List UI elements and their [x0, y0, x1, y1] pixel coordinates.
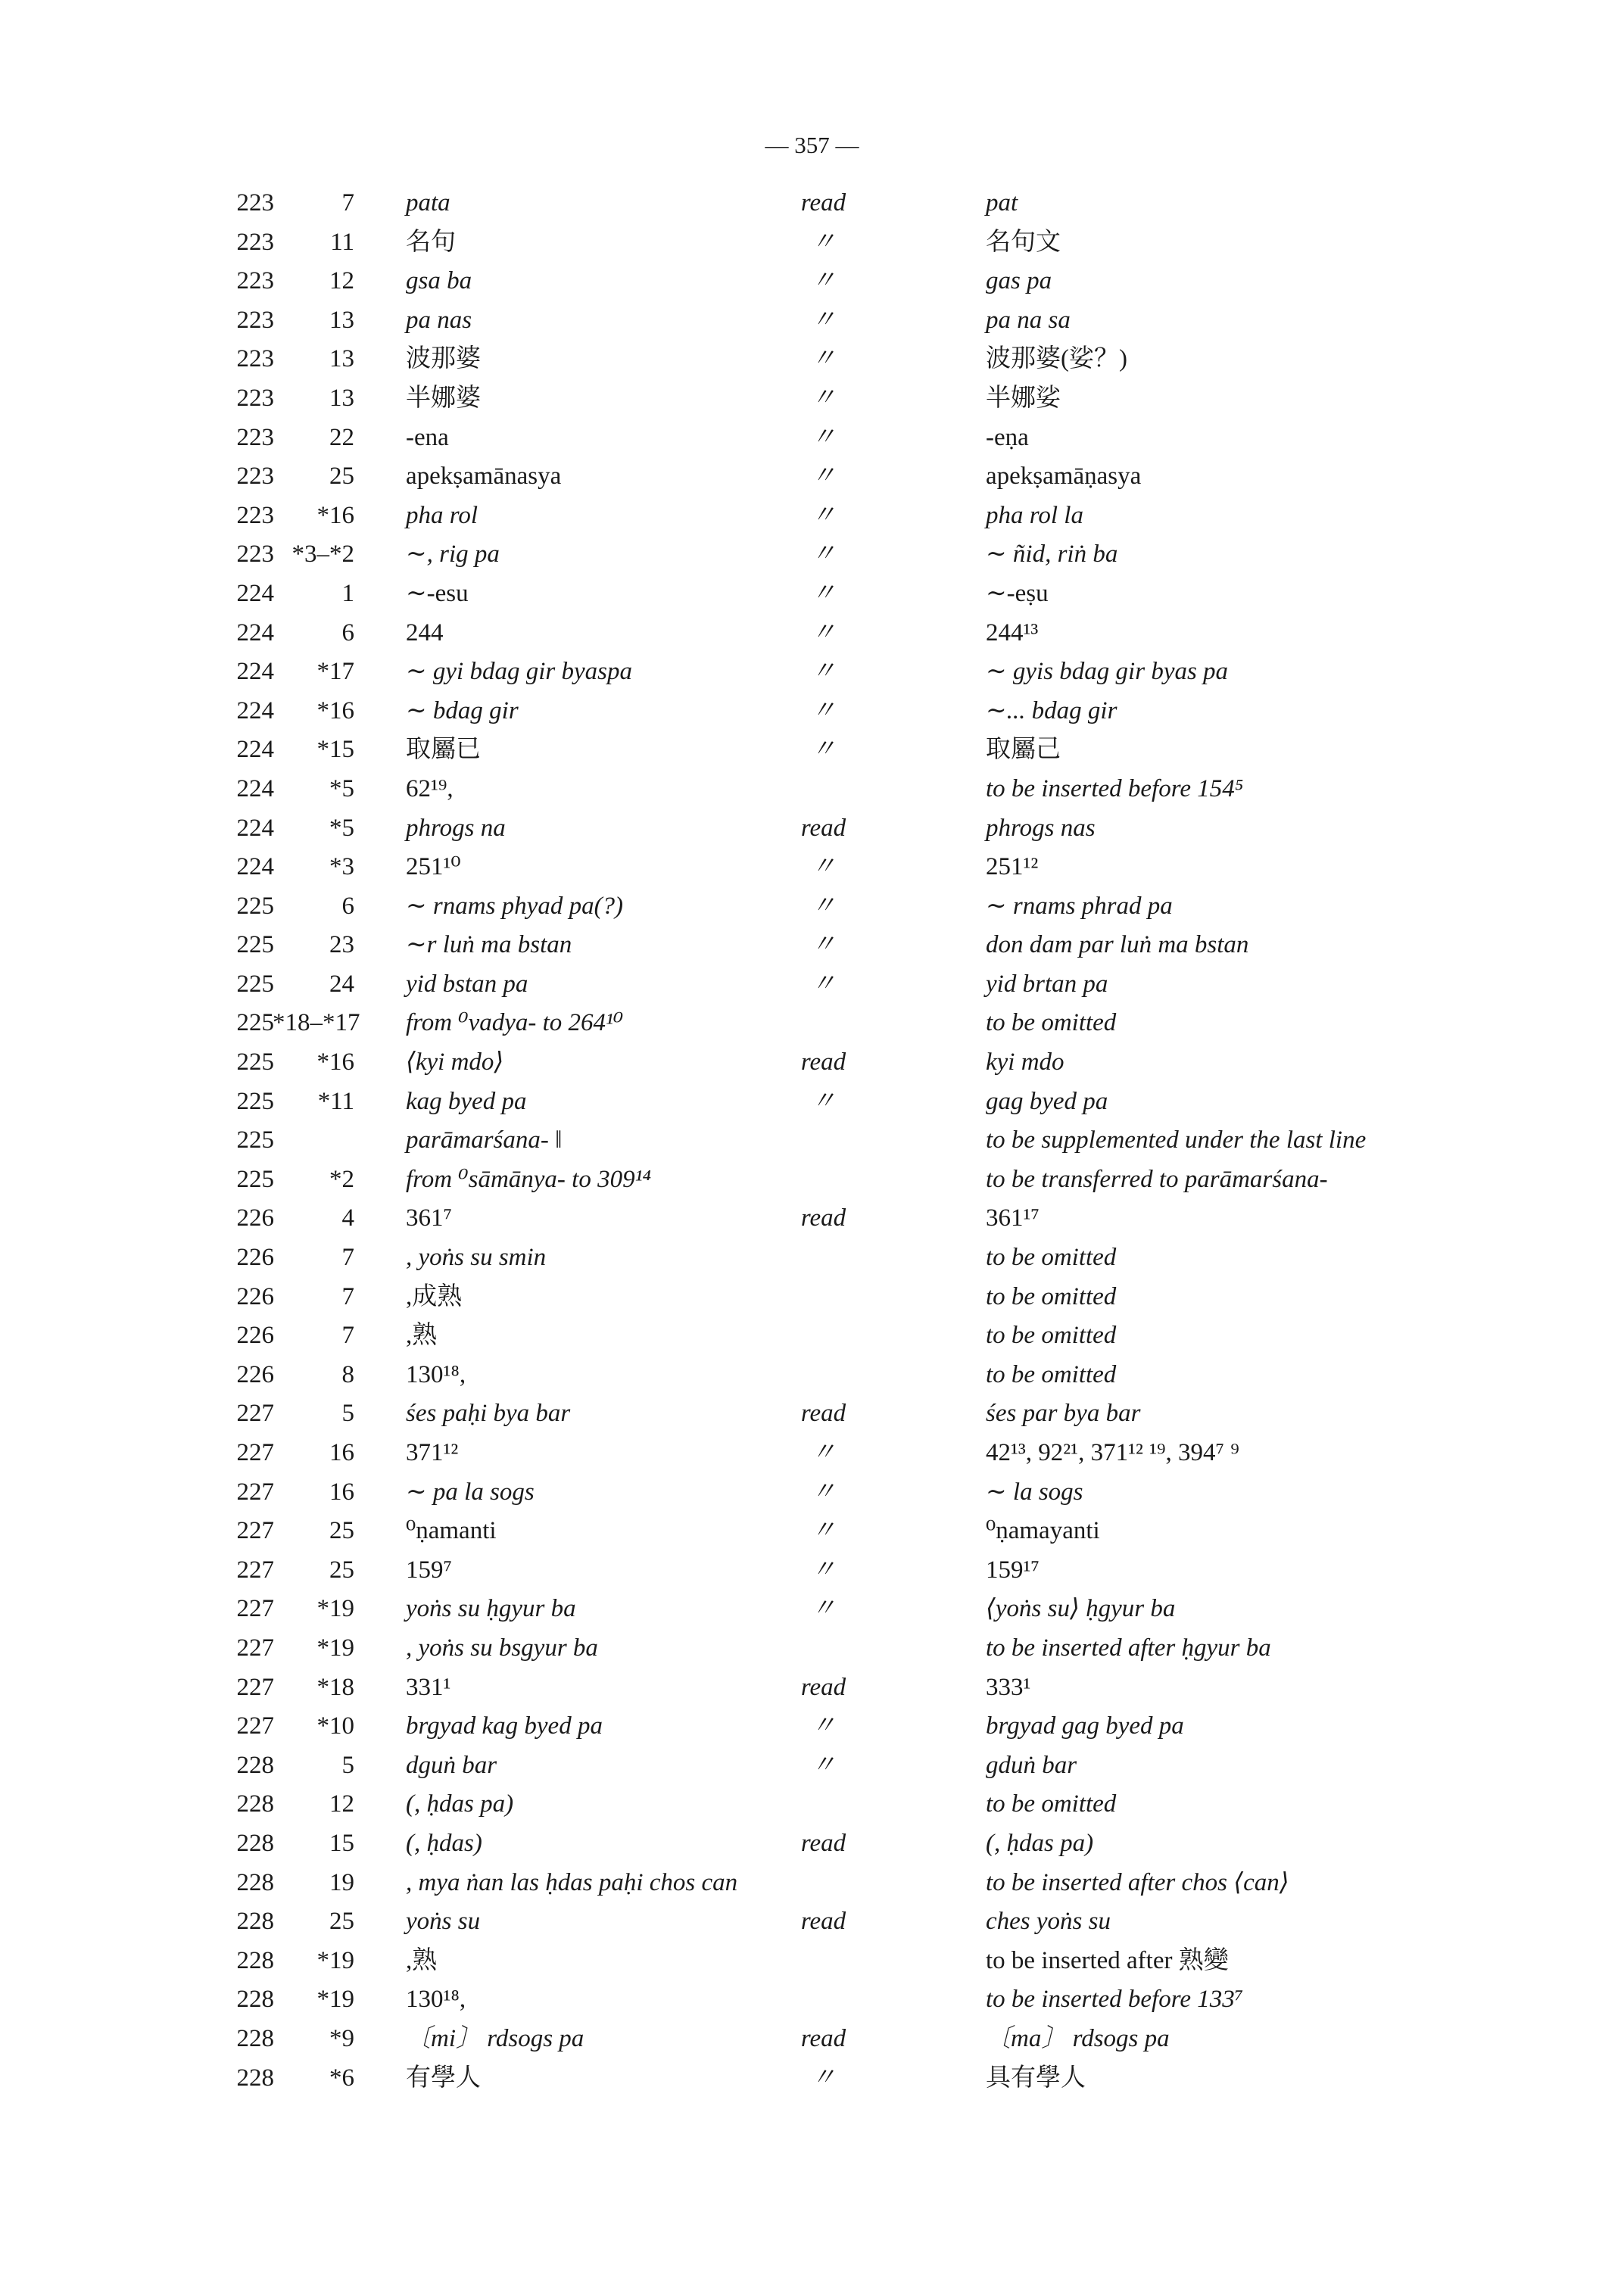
- correction-verb: read: [800, 189, 846, 217]
- page-ref: 225: [236, 1048, 274, 1076]
- line-ref: 11: [330, 228, 354, 256]
- errata-row: [0, 419, 1624, 458]
- page-ref: 223: [236, 228, 274, 256]
- page-ref: 228: [236, 1829, 274, 1857]
- incorrect-text: ,熟: [406, 1322, 438, 1350]
- line-ref: 19: [329, 1868, 354, 1896]
- line-ref: 24: [329, 970, 354, 998]
- incorrect-text: 波那婆: [406, 345, 481, 373]
- corrected-text: to be omitted: [986, 1360, 1117, 1388]
- corrected-text: gas pa: [986, 267, 1052, 295]
- corrected-text: ∼ ñid, riṅ ba: [986, 541, 1118, 569]
- corrected-text: 244¹³: [986, 618, 1039, 646]
- incorrect-text: , yoṅs su bsgyur ba: [406, 1634, 598, 1662]
- incorrect-text: -ena: [406, 423, 449, 451]
- errata-row: [0, 1004, 1624, 1043]
- line-ref: 7: [341, 1282, 354, 1310]
- corrected-text: pa na sa: [986, 306, 1071, 334]
- incorrect-text: 取屬已: [406, 736, 481, 764]
- incorrect-text: pha rol: [406, 501, 478, 529]
- page-ref: 224: [236, 658, 274, 686]
- incorrect-text: 有學人: [406, 2064, 481, 2092]
- corrected-text: to be inserted before 154⁵: [986, 774, 1244, 802]
- corrected-text: 159¹⁷: [986, 1556, 1040, 1584]
- corrected-text: to be inserted after chos ⟨can⟩: [986, 1868, 1289, 1896]
- corrected-text: to be transferred to parāmarśana-: [986, 1165, 1328, 1193]
- line-ref: 13: [329, 384, 354, 412]
- page-ref: 227: [236, 1673, 274, 1701]
- incorrect-text: 159⁷: [406, 1556, 453, 1584]
- errata-row: [0, 1238, 1624, 1278]
- page-ref: 226: [236, 1204, 274, 1232]
- correction-verb: 〃: [811, 463, 836, 491]
- page-ref: 226: [236, 1244, 274, 1272]
- incorrect-text: 371¹²: [406, 1439, 459, 1466]
- page-ref: 226: [236, 1322, 274, 1350]
- correction-verb: read: [800, 1908, 846, 1936]
- corrected-text: 具有學人: [986, 2064, 1086, 2092]
- corrected-text: gduṅ bar: [986, 1751, 1077, 1779]
- page-ref: 224: [236, 696, 274, 724]
- incorrect-text: apekṣamānasya: [406, 463, 562, 491]
- correction-verb: 〃: [811, 2064, 836, 2092]
- incorrect-text: ∼ pa la sogs: [406, 1478, 535, 1506]
- page-ref: 228: [236, 2064, 274, 2092]
- line-ref: 8: [341, 1360, 354, 1388]
- page-ref: 227: [236, 1634, 274, 1662]
- line-ref: *5: [329, 774, 354, 802]
- page-ref: 223: [236, 384, 274, 412]
- page-ref: 223: [236, 189, 274, 217]
- line-ref: 1: [341, 579, 354, 607]
- line-ref: 12: [329, 267, 354, 295]
- correction-verb: 〃: [811, 1517, 836, 1545]
- page-number: — 357 —: [765, 132, 859, 158]
- line-ref: *16: [316, 501, 354, 529]
- errata-row: [0, 1161, 1624, 1200]
- corrected-text: to be omitted: [986, 1322, 1117, 1350]
- page-ref: 228: [236, 1908, 274, 1936]
- page-ref: 225: [236, 1087, 274, 1115]
- page-ref: 223: [236, 306, 274, 334]
- corrected-text: to be inserted after 熟變: [986, 1946, 1229, 1974]
- correction-verb: read: [800, 1829, 846, 1857]
- corrected-text: to be inserted after ḥgyur ba: [986, 1634, 1271, 1662]
- corrected-text: 名句文: [986, 228, 1061, 256]
- corrected-text: yid brtan pa: [986, 970, 1108, 998]
- incorrect-text: (, ḥdas pa): [406, 1790, 514, 1818]
- page-ref: 224: [236, 579, 274, 607]
- errata-row: [0, 262, 1624, 301]
- corrected-text: -eṇa: [986, 423, 1029, 451]
- page-ref: 224: [236, 814, 274, 842]
- corrected-text: 取屬己: [986, 736, 1061, 764]
- page-ref: 223: [236, 345, 274, 373]
- corrected-text: to be omitted: [986, 1244, 1117, 1272]
- correction-verb: 〃: [811, 541, 836, 569]
- page-ref: 228: [236, 1946, 274, 1974]
- corrected-text: ∼-eṣu: [986, 579, 1049, 607]
- correction-verb: 〃: [811, 970, 836, 998]
- line-ref: 25: [329, 1556, 354, 1584]
- incorrect-text: pata: [406, 189, 450, 217]
- page-ref: 228: [236, 1790, 274, 1818]
- errata-row: [0, 1980, 1624, 2020]
- errata-row: [0, 1707, 1624, 1746]
- errata-row: [0, 223, 1624, 263]
- incorrect-text: from ⁰sāmānya- to 309¹⁴: [406, 1165, 651, 1193]
- line-ref: 5: [341, 1751, 354, 1779]
- page-ref: 223: [236, 267, 274, 295]
- line-ref: *10: [316, 1712, 354, 1740]
- incorrect-text: , yoṅs su smin: [406, 1244, 547, 1272]
- incorrect-text: ⁰ṇamanti: [406, 1517, 497, 1545]
- page-ref: 226: [236, 1360, 274, 1388]
- correction-verb: 〃: [811, 1087, 836, 1115]
- correction-verb: 〃: [811, 736, 836, 764]
- correction-verb: 〃: [811, 1439, 836, 1466]
- incorrect-text: brgyad kag byed pa: [406, 1712, 603, 1740]
- errata-row: [0, 1199, 1624, 1238]
- incorrect-text: ∼r luṅ ma bstan: [406, 931, 572, 959]
- incorrect-text: 130¹⁸,: [406, 1986, 466, 2014]
- line-ref: *15: [316, 736, 354, 764]
- correction-verb: 〃: [811, 384, 836, 412]
- correction-verb: read: [800, 1400, 846, 1428]
- line-ref: 16: [329, 1478, 354, 1506]
- line-ref: 12: [329, 1790, 354, 1818]
- correction-verb: 〃: [811, 423, 836, 451]
- page-ref: 224: [236, 736, 274, 764]
- corrected-text: apekṣamāṇasya: [986, 463, 1142, 491]
- errata-row: [0, 1942, 1624, 1981]
- page-ref: 226: [236, 1282, 274, 1310]
- page-ref: 227: [236, 1517, 274, 1545]
- correction-verb: 〃: [811, 267, 836, 295]
- corrected-text: 波那婆(娑？): [986, 345, 1127, 373]
- incorrect-text: from ⁰vadya- to 264¹⁰: [406, 1009, 624, 1037]
- errata-row: [0, 575, 1624, 614]
- corrected-text: śes par bya bar: [986, 1400, 1141, 1428]
- errata-row: [0, 1278, 1624, 1317]
- page-ref: 227: [236, 1439, 274, 1466]
- incorrect-text: yid bstan pa: [406, 970, 528, 998]
- incorrect-text: , mya ṅan las ḥdas paḥi chos can: [406, 1868, 738, 1896]
- errata-row: [0, 965, 1624, 1005]
- line-ref: *11: [317, 1087, 354, 1115]
- correction-verb: 〃: [811, 306, 836, 334]
- correction-verb: 〃: [811, 228, 836, 256]
- errata-row: [0, 1356, 1624, 1395]
- page-ref: 223: [236, 501, 274, 529]
- corrected-text: don dam par luṅ ma bstan: [986, 931, 1249, 959]
- correction-verb: 〃: [811, 345, 836, 373]
- page-ref: 225: [236, 1126, 274, 1154]
- incorrect-text: ⟨kyi mdo⟩: [406, 1048, 504, 1076]
- corrected-text: (, ḥdas pa): [986, 1829, 1094, 1857]
- errata-row: [0, 1083, 1624, 1122]
- line-ref: *18–*17: [273, 1009, 360, 1037]
- incorrect-text: dguṅ bar: [406, 1751, 497, 1779]
- correction-verb: read: [800, 1204, 846, 1232]
- errata-row: [0, 1394, 1624, 1434]
- errata-row: [0, 692, 1624, 731]
- corrected-text: ∼... bdag gir: [986, 696, 1117, 724]
- corrected-text: gag byed pa: [986, 1087, 1108, 1115]
- line-ref: 23: [329, 931, 354, 959]
- corrected-text: 〔ma〕 rdsogs pa: [986, 2024, 1170, 2052]
- correction-verb: 〃: [811, 892, 836, 920]
- incorrect-text: ∼ bdag gir: [406, 696, 519, 724]
- incorrect-text: kag byed pa: [406, 1087, 527, 1115]
- line-ref: 25: [329, 463, 354, 491]
- page-ref: 224: [236, 774, 274, 802]
- correction-verb: 〃: [811, 696, 836, 724]
- errata-table: [0, 184, 1624, 2098]
- corrected-text: 42¹³, 92²¹, 371¹² ¹⁹, 394⁷ ⁹: [986, 1439, 1239, 1466]
- errata-row: [0, 614, 1624, 653]
- correction-verb: 〃: [811, 1595, 836, 1623]
- line-ref: 15: [329, 1829, 354, 1857]
- correction-verb: 〃: [811, 501, 836, 529]
- page-ref: 228: [236, 2024, 274, 2052]
- incorrect-text: 半娜婆: [406, 384, 481, 412]
- page-ref: 223: [236, 463, 274, 491]
- incorrect-text: ∼ gyi bdag gir byaspa: [406, 658, 632, 686]
- page-ref: 225: [236, 892, 274, 920]
- page-ref: 223: [236, 541, 274, 569]
- errata-row: [0, 379, 1624, 419]
- errata-row: [0, 1824, 1624, 1864]
- correction-verb: read: [800, 1673, 846, 1701]
- errata-row: [0, 1473, 1624, 1513]
- incorrect-text: gsa ba: [406, 267, 472, 295]
- corrected-text: pha rol la: [986, 501, 1083, 529]
- errata-row: [0, 535, 1624, 575]
- corrected-text: kyi mdo: [986, 1048, 1064, 1076]
- correction-verb: 〃: [811, 1712, 836, 1740]
- errata-row: [0, 184, 1624, 223]
- line-ref: *18: [316, 1673, 354, 1701]
- errata-row: [0, 301, 1624, 341]
- page-ref: 228: [236, 1868, 274, 1896]
- errata-row: [0, 1512, 1624, 1551]
- errata-row: [0, 1590, 1624, 1629]
- correction-verb: read: [800, 1048, 846, 1076]
- line-ref: *3–*2: [291, 541, 354, 569]
- correction-verb: 〃: [811, 579, 836, 607]
- incorrect-text: yoṅs su: [406, 1908, 481, 1936]
- line-ref: *19: [316, 1595, 354, 1623]
- line-ref: 13: [329, 306, 354, 334]
- corrected-text: 251¹²: [986, 853, 1039, 881]
- correction-verb: 〃: [811, 1556, 836, 1584]
- incorrect-text: (, ḥdas): [406, 1829, 482, 1857]
- corrected-text: to be omitted: [986, 1282, 1117, 1310]
- correction-verb: 〃: [811, 931, 836, 959]
- incorrect-text: ∼ rnams phyad pa(?): [406, 892, 624, 920]
- line-ref: *2: [329, 1165, 354, 1193]
- line-ref: 25: [329, 1517, 354, 1545]
- line-ref: 22: [329, 423, 354, 451]
- corrected-text: ⟨yoṅs su⟩ ḥgyur ba: [986, 1595, 1176, 1623]
- errata-row: [0, 848, 1624, 887]
- errata-row: [0, 1902, 1624, 1942]
- corrected-text: to be omitted: [986, 1009, 1117, 1037]
- line-ref: 25: [329, 1908, 354, 1936]
- correction-verb: 〃: [811, 1478, 836, 1506]
- line-ref: *19: [316, 1634, 354, 1662]
- incorrect-text: 244: [406, 618, 444, 646]
- page-ref: 228: [236, 1986, 274, 2014]
- corrected-text: 333¹: [986, 1673, 1031, 1701]
- incorrect-text: 251¹⁰: [406, 853, 461, 881]
- line-ref: 5: [341, 1400, 354, 1428]
- correction-verb: 〃: [811, 1751, 836, 1779]
- line-ref: 16: [329, 1439, 354, 1466]
- incorrect-text: 〔mi〕 rdsogs pa: [406, 2024, 584, 2052]
- corrected-text: to be omitted: [986, 1790, 1117, 1818]
- errata-row: [0, 457, 1624, 497]
- errata-row: [0, 1668, 1624, 1708]
- incorrect-text: ∼-esu: [406, 579, 469, 607]
- line-ref: *5: [329, 814, 354, 842]
- errata-row: [0, 2020, 1624, 2059]
- page-ref: 225: [236, 931, 274, 959]
- line-ref: 7: [341, 189, 354, 217]
- errata-row: [0, 497, 1624, 536]
- incorrect-text: phrogs na: [406, 814, 506, 842]
- line-ref: *19: [316, 1946, 354, 1974]
- line-ref: *16: [316, 696, 354, 724]
- errata-row: [0, 2059, 1624, 2098]
- line-ref: *6: [329, 2064, 354, 2092]
- incorrect-text: yoṅs su ḥgyur ba: [406, 1595, 576, 1623]
- page-ref: 227: [236, 1712, 274, 1740]
- incorrect-text: 361⁷: [406, 1204, 453, 1232]
- page-ref: 225: [236, 1165, 274, 1193]
- page-ref: 227: [236, 1400, 274, 1428]
- correction-verb: 〃: [811, 853, 836, 881]
- errata-row: [0, 1551, 1624, 1590]
- incorrect-text: 62¹⁹,: [406, 774, 454, 802]
- line-ref: 13: [329, 345, 354, 373]
- corrected-text: phrogs nas: [986, 814, 1096, 842]
- errata-row: [0, 340, 1624, 379]
- incorrect-text: pa nas: [406, 306, 472, 334]
- errata-row: [0, 653, 1624, 692]
- errata-row: [0, 1864, 1624, 1903]
- correction-verb: read: [800, 814, 846, 842]
- page-ref: 225: [236, 1009, 274, 1037]
- errata-row: [0, 1043, 1624, 1083]
- errata-row: [0, 1121, 1624, 1161]
- page-ref: 225: [236, 970, 274, 998]
- errata-row: [0, 887, 1624, 927]
- incorrect-text: ,成熟: [406, 1282, 463, 1310]
- errata-row: [0, 1785, 1624, 1824]
- page-ref: 223: [236, 423, 274, 451]
- corrected-text: pat: [986, 189, 1018, 217]
- line-ref: *16: [316, 1048, 354, 1076]
- line-ref: 7: [341, 1244, 354, 1272]
- line-ref: 6: [341, 892, 354, 920]
- errata-row: [0, 770, 1624, 809]
- corrected-text: 半娜娑: [986, 384, 1061, 412]
- corrected-text: brgyad gag byed pa: [986, 1712, 1184, 1740]
- page-ref: 228: [236, 1751, 274, 1779]
- incorrect-text: śes paḥi bya bar: [406, 1400, 571, 1428]
- errata-row: [0, 1316, 1624, 1356]
- errata-row: [0, 1434, 1624, 1473]
- errata-row: [0, 1746, 1624, 1786]
- incorrect-text: 名句: [406, 228, 456, 256]
- incorrect-text: parāmarśana- ‖: [406, 1126, 563, 1154]
- page-ref: 227: [236, 1478, 274, 1506]
- correction-verb: 〃: [811, 618, 836, 646]
- corrected-text: ∼ rnams phrad pa: [986, 892, 1173, 920]
- corrected-text: ches yoṅs su: [986, 1908, 1111, 1936]
- page-ref: 224: [236, 618, 274, 646]
- page-ref: 227: [236, 1595, 274, 1623]
- line-ref: *17: [316, 658, 354, 686]
- line-ref: *3: [329, 853, 354, 881]
- line-ref: *9: [329, 2024, 354, 2052]
- corrected-text: to be supplemented under the last line: [986, 1126, 1367, 1154]
- incorrect-text: 130¹⁸,: [406, 1360, 466, 1388]
- corrected-text: to be inserted before 133⁷: [986, 1986, 1244, 2014]
- corrected-text: ∼ la sogs: [986, 1478, 1083, 1506]
- correction-verb: read: [800, 2024, 846, 2052]
- incorrect-text: ,熟: [406, 1946, 438, 1974]
- corrected-text: ⁰ṇamayanti: [986, 1517, 1100, 1545]
- errata-row: [0, 731, 1624, 770]
- correction-verb: 〃: [811, 658, 836, 686]
- errata-row: [0, 1629, 1624, 1668]
- line-ref: 7: [341, 1322, 354, 1350]
- page-ref: 227: [236, 1556, 274, 1584]
- corrected-text: 361¹⁷: [986, 1204, 1040, 1232]
- errata-row: [0, 809, 1624, 849]
- line-ref: *19: [316, 1986, 354, 2014]
- line-ref: 6: [341, 618, 354, 646]
- incorrect-text: 331¹: [406, 1673, 451, 1701]
- errata-row: [0, 926, 1624, 965]
- page-ref: 224: [236, 853, 274, 881]
- incorrect-text: ∼, rig pa: [406, 541, 500, 569]
- line-ref: 4: [341, 1204, 354, 1232]
- corrected-text: ∼ gyis bdag gir byas pa: [986, 658, 1229, 686]
